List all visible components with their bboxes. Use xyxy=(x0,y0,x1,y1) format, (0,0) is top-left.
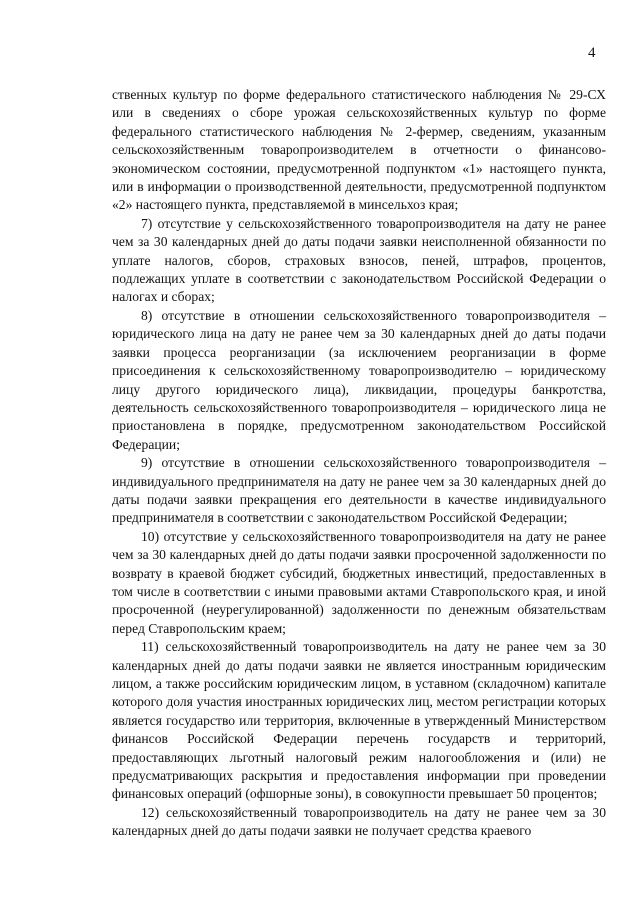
document-body xyxy=(112,86,606,841)
paragraph-continuation: ственных культур по форме федерального статистического наблюдения № 29-СХ или в сведениях о сборе урожая сельскохозяйственных культур по форме федерального статистического наблюдения № 2-фермер, сведениям, указанным сельскохозяйственным товаропроизводителем в отчетности о финансово-экономическом состоянии, предусмотренной подпунктом «1» настоящего пункта, или в информации о производственной деятельности, предусмотренной подпунктом «2» настоящего пункта, представляемой в минсельхоз края; xyxy=(112,87,606,213)
paragraph-item-11: 11) сельскохозяйственный товаропроизводитель на дату не ранее чем за 30 календарных дней до даты подачи заявки не является иностранным юридическим лицом, а также российским юридическим лицом, в уставном (складочном) капитале которого доля участия иностранных юридических лиц, местом регистрации которых является государство или территория, включенные в утвержденный Министерством финансов Российской Федерации перечень государств и территорий, предоставляющих льготный налоговый режим налогообложения и (или) не предусматривающих раскрытия и предоставления информации при проведении финансовых операций (офшорные зоны), в совокупности превышает 50 процентов; xyxy=(112,639,606,802)
paragraph-item-7: 7) отсутствие у сельскохозяйственного товаропроизводителя на дату не ранее чем за 30 календарных дней до даты подачи заявки неисполненной обязанности по уплате налогов, сборов, страховых взносов, пеней, штрафов, процентов, подлежащих уплате в соответствии с законодательством Российской Федерации о налогах и сборах; xyxy=(112,215,606,305)
paragraph-item-12: 12) сельскохозяйственный товаропроизводитель на дату не ранее чем за 30 календарных дней до даты подачи заявки не получает средства краевого xyxy=(112,804,606,839)
paragraph-item-10: 10) отсутствие у сельскохозяйственного товаропроизводителя на дату не ранее чем за 30 календарных дней до даты подачи заявки просроченной задолженности по возврату в краевой бюджет субсидий, бюджетных инвестиций, предоставленных в том числе в соответствии с иными правовыми актами Ставропольского края, и иной просроченной (неурегулированной) задолженности по денежным обязательствам перед Ставропольским краем; xyxy=(112,528,606,636)
paragraph-item-9: 9) отсутствие в отношении сельскохозяйственного товаропроизводителя – индивидуального предпринимателя на дату не ранее чем за 30 календарных дней до даты подачи заявки прекращения его деятельности в качестве индивидуального предпринимателя в соответствии с законодательством Российской Федерации; xyxy=(112,455,606,526)
page-number: 4 xyxy=(588,45,596,61)
paragraph-item-8: 8) отсутствие в отношении сельскохозяйственного товаропроизводителя – юридического лица на дату не ранее чем за 30 календарных дней до даты подачи заявки процесса реорганизации (за исключением реорганизации в форме присоединения к сельскохозяйственному товаропроизводителю – юридическому лицу другого юридического лица), ликвидации, процедуры банкротства, деятельность сельскохозяйственного товаропроизводителя – юридического лица не приостановлена в порядке, предусмотренном законодательством Российской Федерации; xyxy=(112,307,606,452)
